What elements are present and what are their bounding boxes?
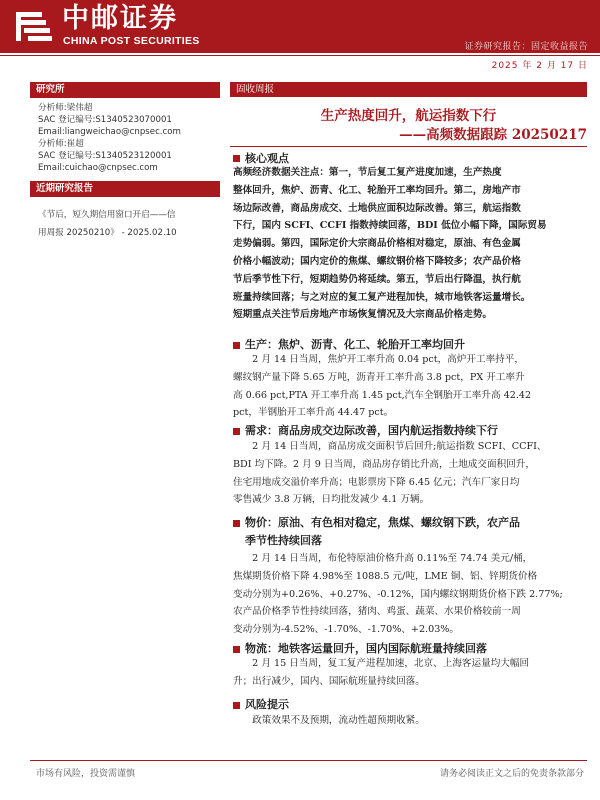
section-heading: 需求：商品房成交边际改善，国内航运指数持续下行 xyxy=(245,424,498,437)
text-line: 2 月 15 日当周，复工复产进程加速，北京、上海客运量均大幅回 xyxy=(233,658,530,669)
section-heading: 风险提示 xyxy=(245,698,289,711)
report-date: 2025 年 2 月 17 日 xyxy=(491,61,588,71)
text-line: 2 月 14 日当周，焦炉开工率升高 0.04 pct，高炉开工率持平， xyxy=(233,354,524,365)
footer-risk-note: 市场有风险，投资需谨慎 xyxy=(36,769,136,779)
price-paragraph xyxy=(233,550,589,639)
section-bullet-icon xyxy=(233,428,240,435)
text-line: 焦煤期货价格下降 4.98%至 1088.5 元/吨，LME 铜、铝、锌期货价格 xyxy=(233,570,538,582)
section-heading: 生产：焦炉、沥青、化工、轮胎开工率均回升 xyxy=(245,338,465,351)
text-line: 高频经济数据关注点：第一，节后复工复产进度加速，生产热度 xyxy=(233,167,502,178)
text-line: 变动分别为-4.52%、-1.70%、-1.70%、+2.03%。 xyxy=(233,624,460,636)
report-header xyxy=(0,0,600,53)
section-bullet-icon xyxy=(233,520,240,527)
text-line: 螺纹钢产量下降 5.65 万吨，沥青开工率升高 3.8 pct，PX 开工率升 xyxy=(233,371,525,383)
column-tag xyxy=(230,82,587,97)
institute-section-bar xyxy=(30,82,220,98)
text-line: 整体回升，焦炉、沥青、化工、轮胎开工率均回升。第二，房地产市 xyxy=(233,184,521,196)
analyst-email[interactable]: Email:cuichao@cnpsec.com xyxy=(38,163,158,173)
text-line: 场边际改善，商品房成交、土地供应面积边际改善。第三，航运指数 xyxy=(233,202,521,214)
analyst-line: 分析师:梁伟超 xyxy=(38,103,93,113)
text-line: 零售减少 3.8 万辆，日均批发减少 4.1 万辆。 xyxy=(233,494,430,506)
header-divider xyxy=(0,55,600,56)
report-subtitle: ——高频数据跟踪 20250217 xyxy=(399,127,587,143)
analyst-line: SAC 登记编号:S1340523070001 xyxy=(38,115,172,125)
recent-report-line: 《节后，短久期信用窗口开启——信 xyxy=(38,210,176,220)
footer-divider xyxy=(30,760,587,761)
section-heading: 核心观点 xyxy=(245,152,289,165)
text-line: 价格小幅波动；国内定价的焦煤、螺纹钢价格下降较多；农产品价格 xyxy=(233,255,521,267)
text-line: 变动分别为+0.26%、+0.27%、-0.12%，国内螺纹钢期货价格下跌 2.77%; xyxy=(233,588,563,600)
core-view-paragraph xyxy=(233,164,589,324)
footer-disclaimer: 请务必阅读正文之后的免责条款部分 xyxy=(439,769,584,779)
logo-english-name: CHINA POST SECURITIES xyxy=(63,35,200,47)
risk-paragraph xyxy=(233,712,589,730)
logistics-paragraph xyxy=(233,655,589,691)
column-tag-label: 固收周报 xyxy=(236,84,275,95)
text-line: 节后季节性下行，短期趋势仍将延续。第五，节后出行降温，执行航 xyxy=(233,273,521,285)
section-bullet-icon xyxy=(233,702,240,709)
demand-paragraph xyxy=(233,438,589,509)
recent-reports-section-bar xyxy=(30,181,220,197)
text-line: pct，半钢胎开工率升高 44.47 pct。 xyxy=(233,407,394,419)
recent-report-link[interactable] xyxy=(38,206,218,242)
china-post-logo-icon xyxy=(14,6,54,46)
section-bullet-icon xyxy=(233,646,240,653)
institute-title: 研究所 xyxy=(36,84,65,95)
text-line: 2 月 14 日当周，商品房成交面积节后回升;航运指数 SCFI、CCFI、 xyxy=(233,441,547,452)
text-line: BDI 均下降。2 月 9 日当周，商品房存销比升高，土地成交面积回升， xyxy=(233,458,535,470)
section-heading: 物流：地铁客运量回升，国内国际航班量持续回落 xyxy=(245,642,487,655)
recent-report-line: 用周报 20250210》 - 2025.02.10 xyxy=(38,228,177,238)
text-line: 升；出行减少，国内、国际航班量持续回落。 xyxy=(233,675,425,687)
production-paragraph xyxy=(233,351,589,422)
analyst-info xyxy=(38,102,218,174)
recent-reports-title: 近期研究报告 xyxy=(36,183,94,194)
report-title: 生产热度回升，航运指数下行 xyxy=(320,108,497,124)
logo-chinese-name: 中邮证券 xyxy=(62,3,178,34)
section-heading-continued: 季节性持续回落 xyxy=(245,534,322,547)
report-type: 证券研究报告：固定收益报告 xyxy=(464,42,588,52)
section-bullet-icon xyxy=(233,155,240,162)
analyst-email[interactable]: Email:liangweichao@cnpsec.com xyxy=(38,127,181,137)
section-heading: 物价：原油、有色相对稳定，焦煤、螺纹钢下跌，农产品 xyxy=(245,516,520,529)
section-bullet-icon xyxy=(233,342,240,349)
analyst-line: SAC 登记编号:S1340523120001 xyxy=(38,151,172,161)
text-line: 农产品价格季节性持续回落，猪肉、鸡蛋、蔬菜、水果价格较前一周 xyxy=(233,606,521,618)
text-line: 高 0.66 pct,PTA 开工率升高 1.45 pct,汽车全钢胎开工率升高 42.42 xyxy=(233,389,532,401)
title-divider xyxy=(230,146,587,147)
text-line: 走势偏弱。第四，国际定价大宗商品价格相对稳定，原油、有色金属 xyxy=(233,238,521,250)
analyst-line: 分析师:崔超 xyxy=(38,139,84,149)
text-line: 班量持续回落；与之对应的复工复产进程加快，城市地铁客运量增长。 xyxy=(233,291,531,303)
text-line: 下行，国内 SCFI、CCFI 指数持续回落，BDI 低位小幅下降，国际贸易 xyxy=(233,220,547,232)
text-line: 住宅用地成交溢价率升高；电影票房下降 6.45 亿元；汽车厂家日均 xyxy=(233,476,520,488)
text-line: 2 月 14 日当周，布伦特原油价格升高 0.11%至 74.74 美元/桶， xyxy=(233,553,533,564)
text-line: 短期重点关注节后房地产市场恢复情况及大宗商品价格走势。 xyxy=(233,309,493,321)
text-line: 政策效果不及预期，流动性超预期收紧。 xyxy=(233,715,425,726)
